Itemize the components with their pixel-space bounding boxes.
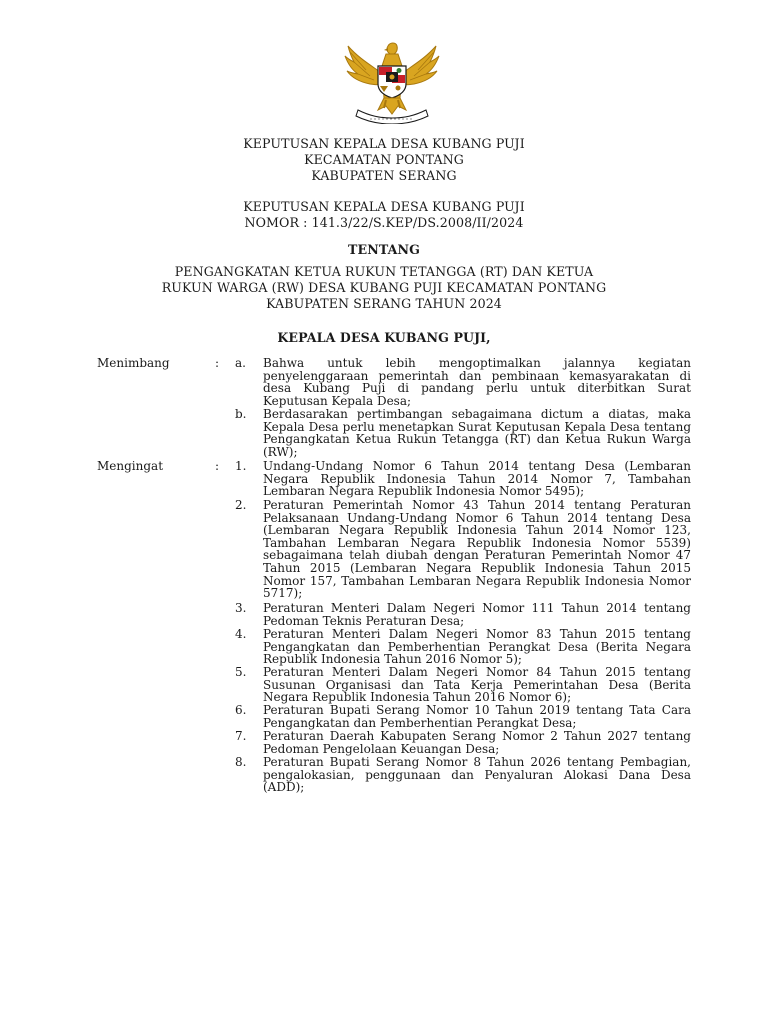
mengingat-item (235, 666, 691, 704)
item-text: Peraturan Menteri Dalam Negeri Nomor 84 Tahun 2015 tentang Susunan Organisasi dan Tata Kerja Pemerintahan Desa (Berita Negara Republik Indonesia Tahun 2016 Nomor 6); (263, 665, 691, 705)
item-text: Bahwa untuk lebih mengoptimalkan jalannya kegiatan penyelenggaraan pemerintah dan pembinaan kemasyarakatan di desa Kubang Puji di pandang perlu untuk diterbitkan Surat Keputusan Kepala Desa; (263, 356, 691, 408)
item-text: Peraturan Pemerintah Nomor 43 Tahun 2014 tentang Peraturan Pelaksanaan Undang-Undang Nomor 6 Tahun 2014 tentang Desa (Lembaran Negara Republik Indonesia Tahun 2014 Nomor 123, Tambahan Lembaran Negara Republik Indonesia Nomor 5539) sebagaimana telah diubah dengan Peraturan Pemerintah Nomor 47 Tahun 2015 (Lembaran Negara Republik Indonesia Tahun 2015 Nomor 157, Tambahan Lembaran Negara Republik Indonesia Nomor 5717); (263, 498, 691, 601)
item-text: Peraturan Bupati Serang Nomor 8 Tahun 2026 tentang Pembagian, pengalokasian, penggunaan dan Penyaluran Alokasi Dana Desa (ADD); (263, 755, 691, 795)
title-line: KABUPATEN SERANG (311, 168, 457, 183)
mengingat-item (235, 602, 691, 627)
decree-heading (0, 199, 768, 231)
item-marker: 6. (235, 703, 247, 717)
item-marker: b. (235, 407, 247, 421)
item-text: Undang-Undang Nomor 6 Tahun 2014 tentang Desa (Lembaran Negara Republik Indonesia Tahun 2014 Nomor 7, Tambahan Lembaran Negara Republik Indonesia Nomor 5495); (263, 459, 691, 499)
title-line: KECAMATAN PONTANG (304, 152, 464, 167)
item-marker: 3. (235, 601, 247, 615)
subject-line: RUKUN WARGA (RW) DESA KUBANG PUJI KECAMATAN PONTANG (161, 280, 607, 295)
mengingat-label: Mengingat (97, 459, 164, 473)
item-text: Peraturan Bupati Serang Nomor 10 Tahun 2019 tentang Tata Cara Pengangkatan dan Pemberhentian Perangkat Desa; (263, 703, 691, 730)
item-marker: 2. (235, 498, 247, 512)
mengingat-item (235, 704, 691, 729)
decree-title: KEPUTUSAN KEPALA DESA KUBANG PUJI (243, 199, 525, 214)
item-marker: 8. (235, 755, 247, 769)
item-marker: 7. (235, 729, 247, 743)
item-marker: 5. (235, 665, 247, 679)
menimbang-item (235, 408, 691, 458)
item-marker: 1. (235, 459, 247, 473)
about-label: TENTANG (348, 242, 420, 257)
menimbang-colon: : (215, 356, 220, 370)
authority-heading: KEPALA DESA KUBANG PUJI, (277, 330, 491, 345)
menimbang-item (235, 357, 691, 407)
item-marker: 4. (235, 627, 247, 641)
menimbang-label: Menimbang (97, 356, 170, 370)
subject-line: KABUPATEN SERANG TAHUN 2024 (266, 296, 502, 311)
mengingat-item (235, 756, 691, 794)
document-title (0, 136, 768, 184)
decree-number: NOMOR : 141.3/22/S.KEP/DS.2008/II/2024 (244, 215, 524, 230)
item-text: Peraturan Menteri Dalam Negeri Nomor 83 Tahun 2015 tentang Pengangkatan dan Pemberhentian Perangkat Desa (Berita Negara Republik Indonesia Tahun 2016 Nomor 5); (263, 627, 691, 667)
mengingat-item (235, 460, 691, 498)
mengingat-item (235, 730, 691, 755)
mengingat-colon: : (215, 459, 220, 473)
mengingat-item (235, 628, 691, 666)
title-line: KEPUTUSAN KEPALA DESA KUBANG PUJI (243, 136, 525, 151)
item-marker: a. (235, 356, 246, 370)
subject-line: PENGANGKATAN KETUA RUKUN TETANGGA (RT) DAN KETUA (174, 264, 594, 279)
item-text: Peraturan Menteri Dalam Negeri Nomor 111 Tahun 2014 tentang Pedoman Teknis Peraturan Desa; (263, 601, 691, 628)
garuda-emblem (340, 40, 444, 124)
item-text: Peraturan Daerah Kabupaten Serang Nomor 2 Tahun 2027 tentang Pedoman Pengelolaan Keuangan Desa; (263, 729, 691, 756)
item-text: Berdasarakan pertimbangan sebagaimana dictum a diatas, maka Kepala Desa perlu menetapkan Surat Keputusan Kepala Desa tentang Pengangkatan Ketua Rukun Tetangga (RT) dan Ketua Rukun Warga (RW); (263, 407, 691, 459)
mengingat-item (235, 499, 691, 600)
decree-subject (0, 264, 768, 312)
